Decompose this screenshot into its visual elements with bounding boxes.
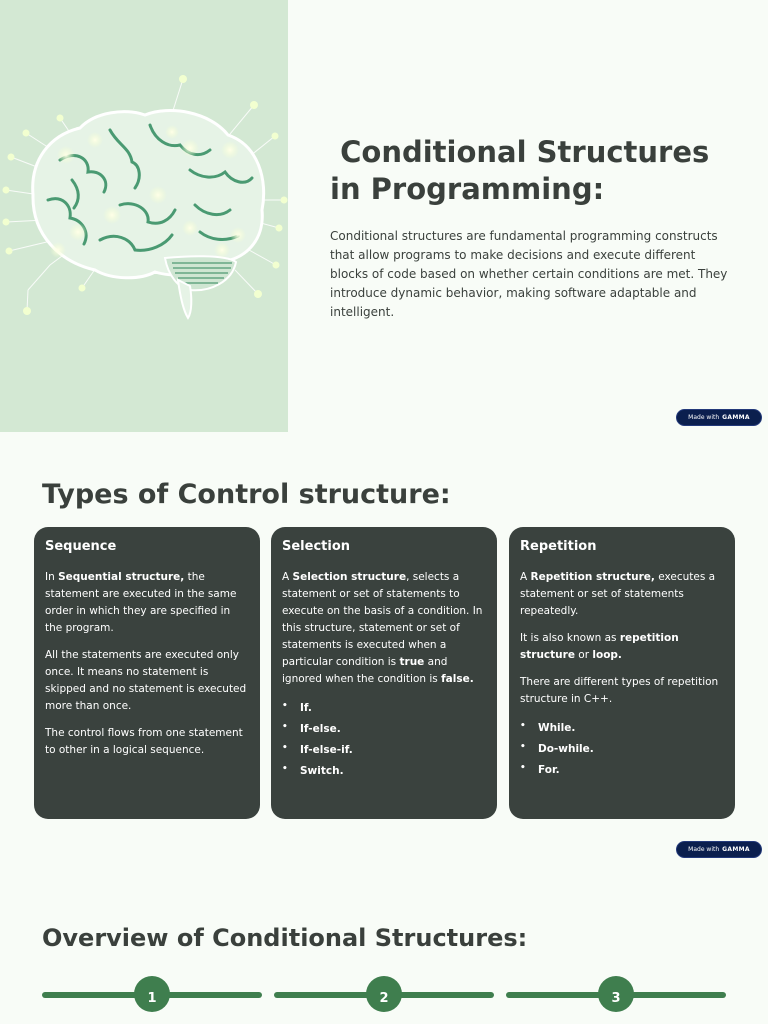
made-with-gamma-badge[interactable] xyxy=(676,841,762,858)
badge-brand: GAMMA xyxy=(722,846,750,853)
brain-illustration xyxy=(0,0,288,432)
selection-list xyxy=(282,698,487,782)
card-paragraph: In Sequential structure, the statement are executed in the same order in which they are specified in the program. xyxy=(45,571,237,634)
card-title: Repetition xyxy=(520,539,597,554)
card-paragraph: It is also known as repetition structure or loop. xyxy=(520,632,679,661)
list-item: • If-else. xyxy=(282,719,487,740)
timeline-step-2: 2 xyxy=(366,976,402,1012)
card-paragraph: All the statements are executed only once. It means no statement is skipped and no statement is executed more than once. xyxy=(45,649,247,712)
list-item: • If-else-if. xyxy=(282,740,487,761)
brain-icon xyxy=(0,0,288,432)
card-paragraph: A Repetition structure, executes a statement or set of statements repeatedly. xyxy=(520,571,716,617)
card-paragraph: There are different types of repetition structure in C++. xyxy=(520,676,719,705)
list-item: • Do-while. xyxy=(520,739,725,760)
list-item: • Switch. xyxy=(282,761,487,782)
card-repetition xyxy=(509,527,735,819)
hero-section xyxy=(0,0,768,432)
card-paragraph: The control flows from one statement to other in a logical sequence. xyxy=(45,727,243,756)
card-title: Sequence xyxy=(45,539,117,554)
types-section-title: Types of Control structure: xyxy=(42,479,451,510)
hero-description: Conditional structures are fundamental programming constructs that allow programs to make decisions and execute different blocks of code based on whether certain conditions are met. They introduce dynamic behavior, making software adaptable and intelligent. xyxy=(330,229,728,319)
made-with-gamma-badge[interactable] xyxy=(676,409,762,426)
card-title: Selection xyxy=(282,539,351,554)
list-item: • For. xyxy=(520,760,725,781)
overview-section-title: Overview of Conditional Structures: xyxy=(42,924,528,952)
badge-brand: GAMMA xyxy=(722,414,750,421)
badge-prefix: Made with xyxy=(688,414,720,421)
repetition-list xyxy=(520,718,725,781)
list-item: • While. xyxy=(520,718,725,739)
timeline-step-1: 1 xyxy=(134,976,170,1012)
page-title: Conditional Structures in Programming: xyxy=(330,135,710,206)
list-item: • If. xyxy=(282,698,487,719)
card-selection xyxy=(271,527,497,819)
timeline-step-3: 3 xyxy=(598,976,634,1012)
card-paragraph: A Selection structure, selects a statement or set of statements to execute on the basis of a condition. In this structure, statement or set of statements is executed when a particular condition is true and ignored when the condition is false. xyxy=(282,571,483,685)
card-sequence xyxy=(34,527,260,819)
badge-prefix: Made with xyxy=(688,846,720,853)
